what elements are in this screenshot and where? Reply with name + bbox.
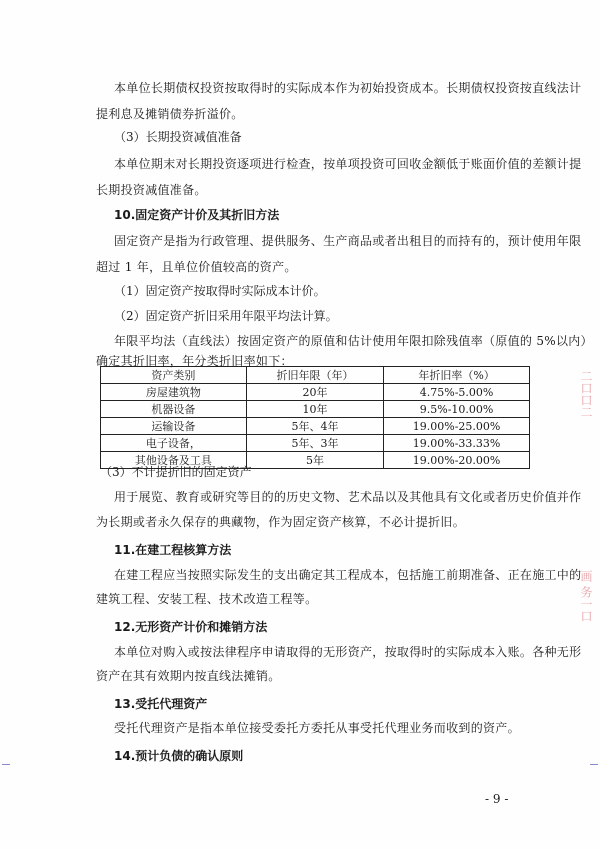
table-row	[101, 401, 530, 418]
table-row	[101, 435, 530, 452]
table-cell: 9.5%-10.00%	[384, 401, 530, 418]
table-cell: 房屋建筑物	[101, 384, 247, 401]
section-heading: 11.在建工程核算方法	[114, 543, 232, 557]
paragraph-line: 本单位期末对长期投资逐项进行检查，按单项投资可回收金额低于账面价值的差额计提	[114, 157, 582, 171]
paragraph-line: 为长期或者永久保存的典藏物，作为固定资产核算，不必计提折旧。	[96, 515, 466, 529]
section-heading: 12.无形资产计价和摊销方法	[114, 620, 268, 634]
table-header-row	[101, 367, 530, 384]
paragraph-line: 在建工程应当按照实际发生的支出确定其工程成本，包括施工前期准备、正在施工中的	[114, 568, 582, 582]
table-cell: 19.00%-20.00%	[384, 452, 530, 469]
paragraph-line: 年限平均法（直线法）按固定资产的原值和估计使用年限扣除残值率（原值的 5%以内）	[114, 334, 593, 348]
paragraph-line: 超过 1 年，且单位价值较高的资产。	[96, 260, 297, 274]
subsection-title: （1）固定资产按取得时实际成本计价。	[114, 284, 326, 298]
paragraph-line: 建筑工程、安装工程、技术改造工程等。	[96, 592, 318, 606]
table-cell: 电子设备，	[101, 435, 247, 452]
paragraph-line: 本单位对购入或按法律程序申请取得的无形资产，按取得时的实际成本入账。各种无形	[114, 645, 582, 659]
table-cell: 5年、3年	[246, 435, 383, 452]
section-heading: 10.固定资产计价及其折旧方法	[114, 208, 280, 222]
table-row	[101, 418, 530, 435]
paragraph-line: 长期投资减值准备。	[96, 183, 207, 197]
table-cell: 运输设备	[101, 418, 247, 435]
table-header-cell: 折旧年限（年）	[246, 367, 383, 384]
table-cell: 20年	[246, 384, 383, 401]
paragraph-line: 提利息及摊销债券折溢价。	[96, 107, 244, 121]
table-header-cell: 资产类别	[101, 367, 247, 384]
section-heading: 14.预计负债的确认原则	[114, 749, 244, 763]
paragraph-line: 固定资产是指为行政管理、提供服务、生产商品或者出租目的而持有的，预计使用年限	[114, 234, 582, 248]
table-cell: 5年	[246, 452, 383, 469]
subsection-title: （3）长期投资减值准备	[114, 130, 242, 144]
scan-edge-mark	[2, 764, 10, 765]
margin-stamp-mark: 画 务一口	[579, 570, 593, 622]
table-cell: 其他设备及工具	[101, 452, 247, 469]
subsection-title: （2）固定资产折旧采用年限平均法计算。	[114, 309, 338, 323]
margin-stamp-mark: 二口口二	[579, 370, 593, 418]
table-cell: 机器设备	[101, 401, 247, 418]
paragraph-line: 资产在其有效期内按直线法摊销。	[96, 669, 281, 683]
table-cell: 19.00%-25.00%	[384, 418, 530, 435]
table-cell: 4.75%-5.00%	[384, 384, 530, 401]
paragraph-line: 受托代理资产是指本单位接受委托方委托从事受托代理业务而收到的资产。	[114, 721, 520, 735]
depreciation-table	[100, 366, 530, 469]
table-header-cell: 年折旧率（%）	[384, 367, 530, 384]
paragraph-line: 本单位长期债权投资按取得时的实际成本作为初始投资成本。长期债权投资按直线法计	[114, 81, 582, 95]
page-number: - 9 -	[485, 792, 509, 806]
table-row	[101, 384, 530, 401]
scan-edge-mark	[590, 764, 598, 765]
table-cell: 5年、4年	[246, 418, 383, 435]
table-cell: 10年	[246, 401, 383, 418]
table-cell: 19.00%-33.33%	[384, 435, 530, 452]
paragraph-line: 用于展览、教育或研究等目的的历史文物、艺术品以及其他具有文化或者历史价值并作	[114, 490, 582, 504]
section-heading: 13.受托代理资产	[114, 697, 208, 711]
paragraph-line: 确定其折旧率，年分类折旧率如下：	[96, 354, 293, 368]
subsection-title: （3）不计提折旧的固定资产	[100, 465, 252, 479]
